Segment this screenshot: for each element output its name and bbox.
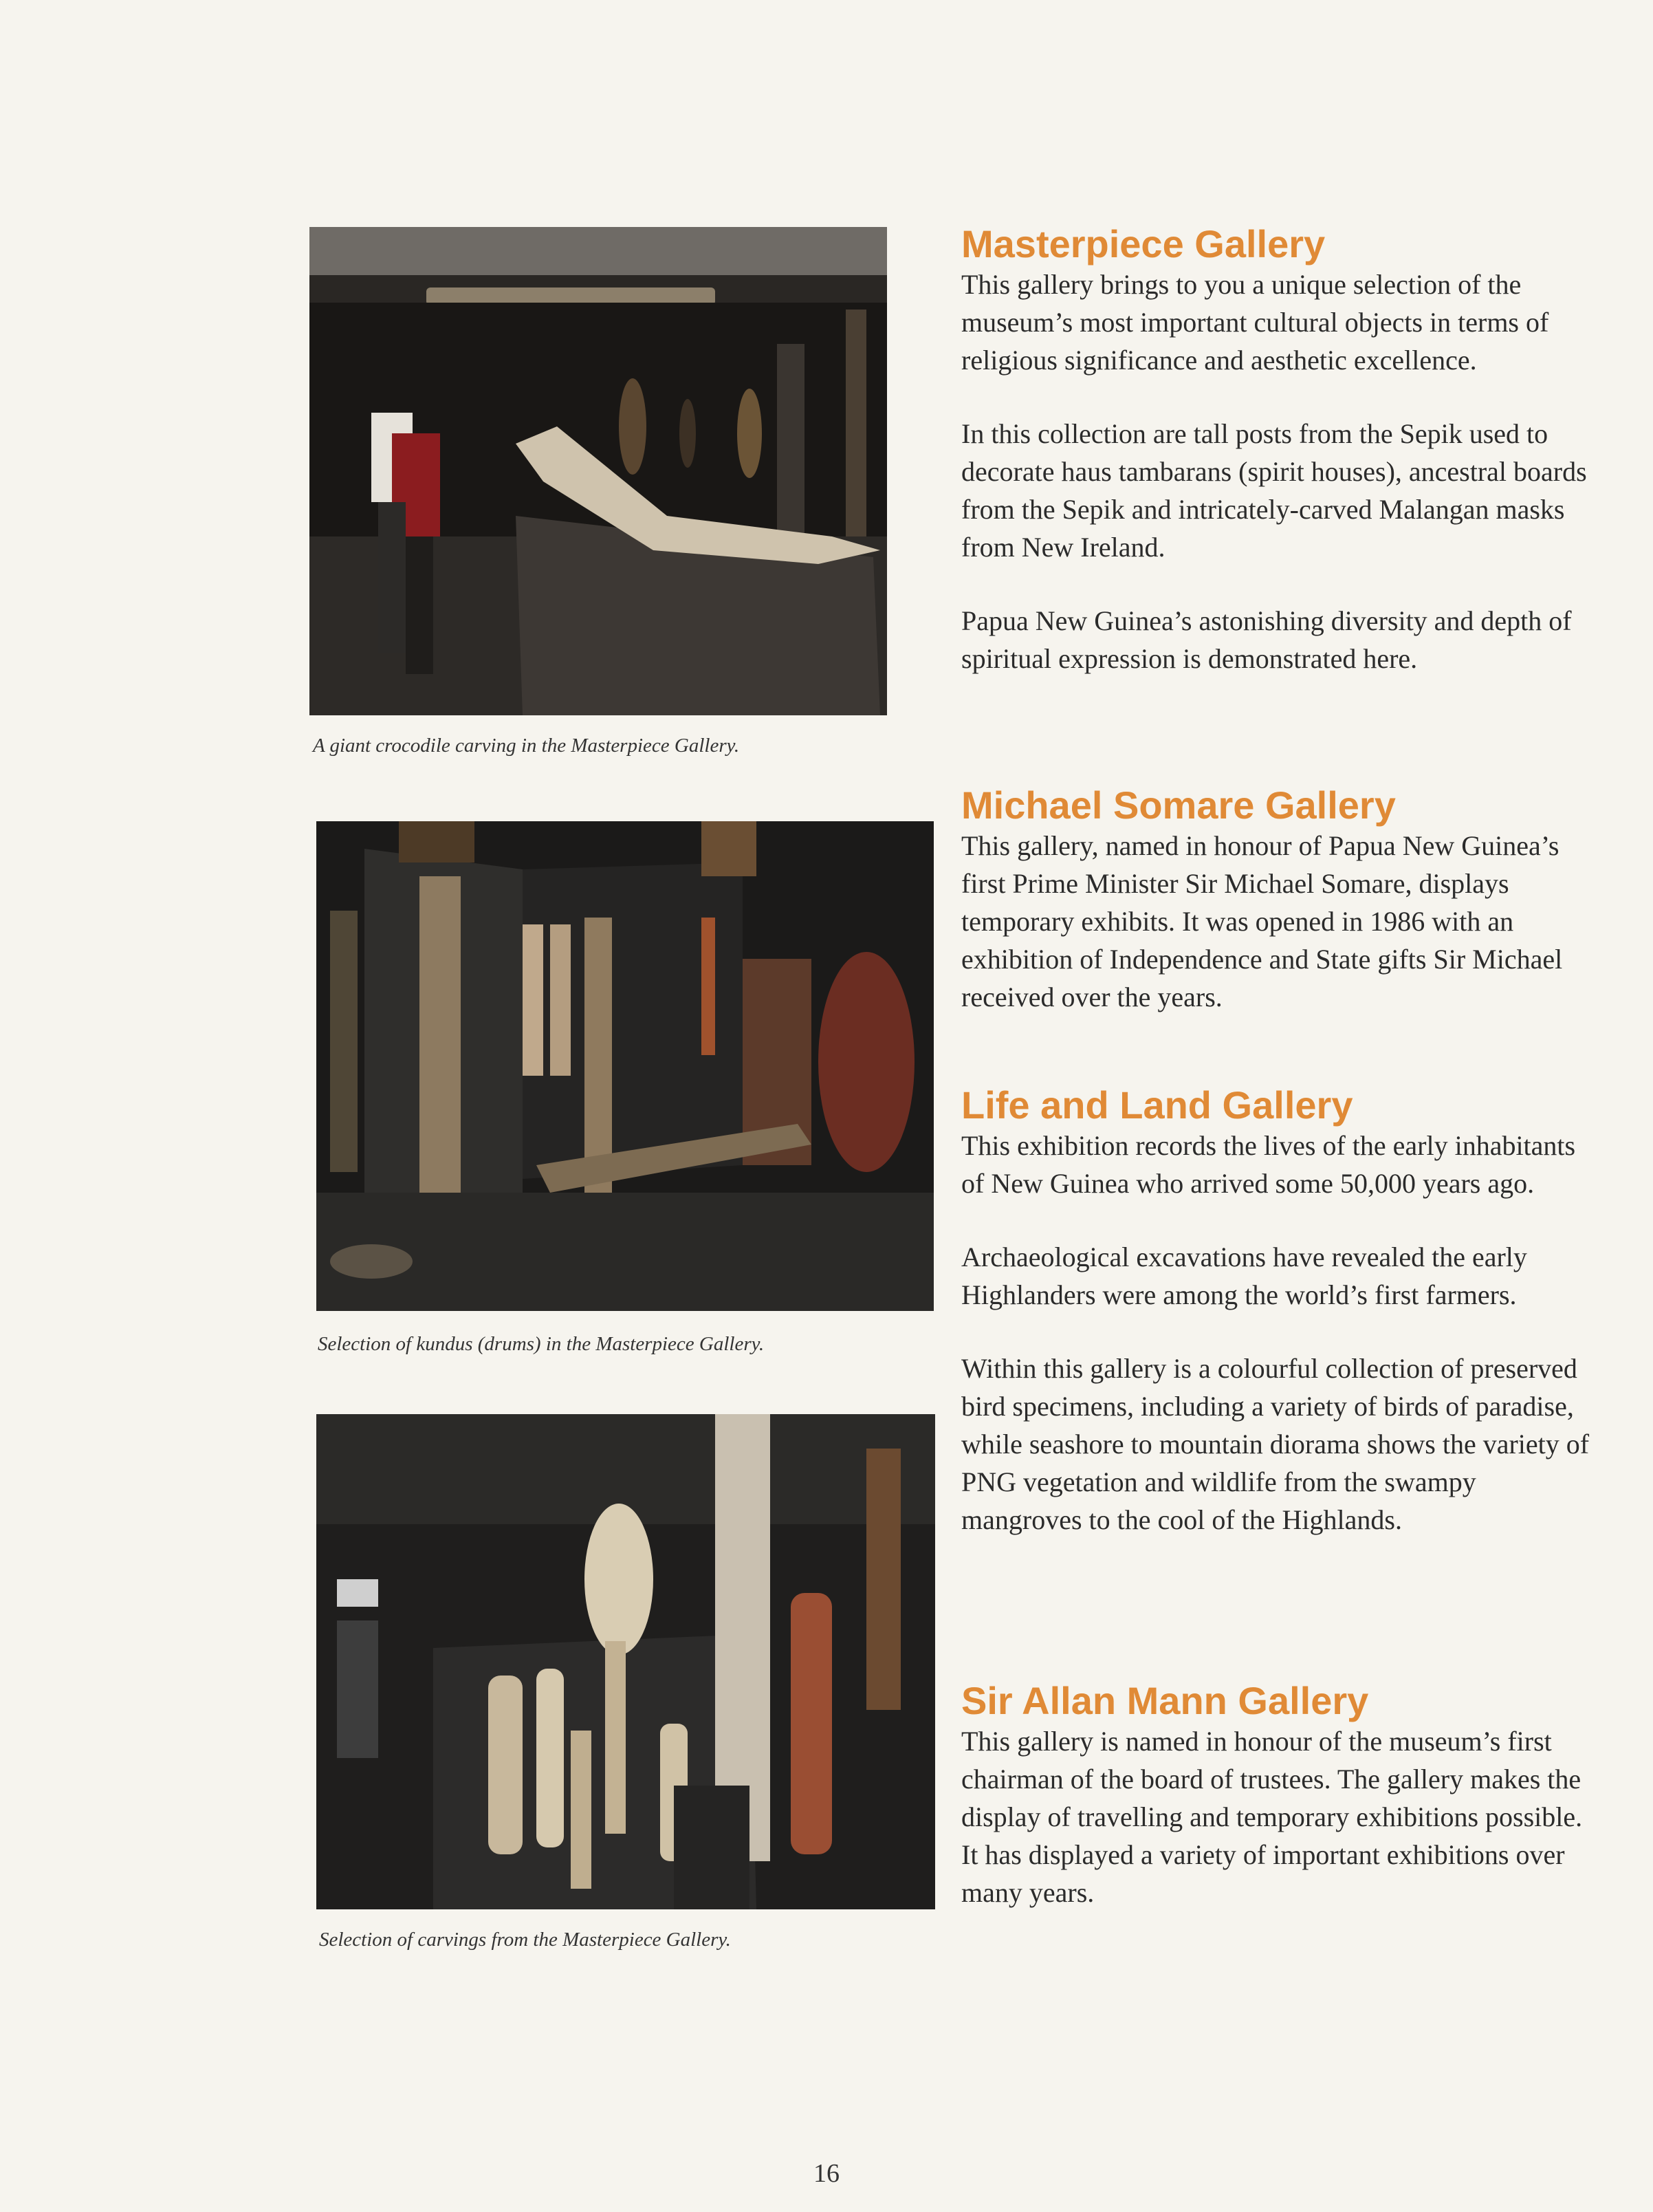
michael-somare-gallery-heading: Michael Somare Gallery	[961, 783, 1396, 827]
photo-carvings	[316, 1414, 935, 1909]
photo-crocodile-caption: A giant crocodile carving in the Masterpiece Gallery.	[313, 735, 740, 757]
masterpiece-gallery-paragraph-3: Papua New Guinea’s astonishing diversity and depth of spiritual expression is demonstrated here.	[961, 605, 1572, 674]
photo-carvings-caption: Selection of carvings from the Masterpiece Gallery.	[319, 1929, 731, 1951]
sir-allan-mann-gallery-heading: Sir Allan Mann Gallery	[961, 1679, 1369, 1722]
page-number: 16	[813, 2159, 840, 2188]
masterpiece-gallery-heading: Masterpiece Gallery	[961, 222, 1326, 265]
sir-allan-mann-gallery-paragraph-1: This gallery is named in honour of the museum’s first chairman of the board of trustees. The gallery makes the display of travelling and temporary exhibitions possible. It has displayed a variety of important exhibitions over many years.	[961, 1726, 1583, 1908]
masterpiece-gallery-paragraph-2: In this collection are tall posts from the Sepik used to decorate haus tambarans (spirit houses), ancestral boards from the Sepik and intricately-carved Malangan masks from New Ireland.	[961, 418, 1587, 563]
michael-somare-gallery-paragraph-1: This gallery, named in honour of Papua New Guinea’s first Prime Minister Sir Michael Somare, displays temporary exhibits. It was opened in 1986 with an exhibition of Independence and State gifts Sir Michael received over the years.	[961, 830, 1563, 1012]
photo-kundus-caption: Selection of kundus (drums) in the Masterpiece Gallery.	[318, 1333, 765, 1355]
life-and-land-gallery-paragraph-2: Archaeological excavations have revealed the early Highlanders were among the world’s first farmers.	[961, 1241, 1527, 1310]
sir-allan-mann-gallery-section	[961, 1680, 1594, 1911]
masterpiece-gallery-paragraph-1: This gallery brings to you a unique selection of the museum’s most important cultural objects in terms of religious significance and aesthetic excellence.	[961, 269, 1549, 376]
life-and-land-gallery-paragraph-1: This exhibition records the lives of the early inhabitants of New Guinea who arrived some 50,000 years ago.	[961, 1130, 1576, 1199]
life-and-land-gallery-heading: Life and Land Gallery	[961, 1083, 1353, 1127]
photo-kundus-drums	[316, 821, 934, 1311]
michael-somare-gallery-section	[961, 784, 1594, 1016]
photo-crocodile-carving	[309, 227, 887, 715]
masterpiece-gallery-section	[961, 223, 1594, 677]
life-and-land-gallery-section	[961, 1084, 1594, 1539]
life-and-land-gallery-paragraph-3: Within this gallery is a colourful collection of preserved bird specimens, including a variety of birds of paradise, while seashore to mountain diorama shows the variety of PNG vegetation and wildlife from the swampy mangroves to the cool of the Highlands.	[961, 1353, 1590, 1535]
